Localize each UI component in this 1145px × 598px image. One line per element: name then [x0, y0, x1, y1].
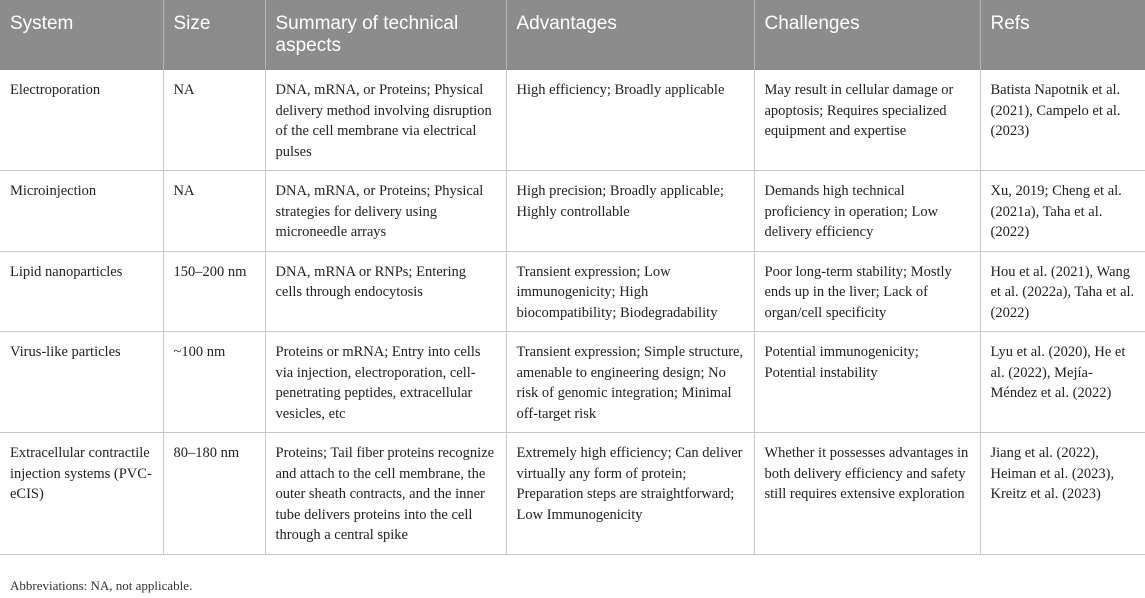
cell-challenges: Poor long-term stability; Mostly ends up in the liver; Lack of organ/cell specificity	[754, 251, 980, 332]
table-header-row	[0, 0, 1145, 70]
header-size: Size	[163, 0, 265, 70]
header-summary: Summary of technical aspects	[265, 0, 506, 70]
header-system: System	[0, 0, 163, 70]
cell-advantages: Transient expression; Simple structure, amenable to engineering design; No risk of genomic integration; Minimal off-target risk	[506, 332, 754, 433]
cell-refs: Jiang et al. (2022), Heiman et al. (2023), Kreitz et al. (2023)	[980, 433, 1145, 555]
cell-advantages: High precision; Broadly applicable; Highly controllable	[506, 171, 754, 252]
cell-advantages: Transient expression; Low immunogenicity; High biocompatibility; Biodegradability	[506, 251, 754, 332]
table-footnote: Abbreviations: NA, not applicable.	[10, 578, 193, 593]
header-advantages: Advantages	[506, 0, 754, 70]
cell-challenges: Potential immunogenicity; Potential instability	[754, 332, 980, 433]
cell-refs: Lyu et al. (2020), He et al. (2022), Mejía-Méndez et al. (2022)	[980, 332, 1145, 433]
cell-size: 80–180 nm	[163, 433, 265, 555]
cell-refs: Hou et al. (2021), Wang et al. (2022a), Taha et al. (2022)	[980, 251, 1145, 332]
header-challenges: Challenges	[754, 0, 980, 70]
cell-size: 150–200 nm	[163, 251, 265, 332]
table-row	[0, 251, 1145, 332]
cell-challenges: Demands high technical proficiency in operation; Low delivery efficiency	[754, 171, 980, 252]
header-refs: Refs	[980, 0, 1145, 70]
cell-advantages: Extremely high efficiency; Can deliver virtually any form of protein; Preparation steps are straightforward; Low Immunogenicity	[506, 433, 754, 555]
cell-advantages: High efficiency; Broadly applicable	[506, 70, 754, 171]
table-row	[0, 70, 1145, 171]
cell-system: Lipid nanoparticles	[0, 251, 163, 332]
cell-system: Electroporation	[0, 70, 163, 171]
table-row	[0, 171, 1145, 252]
cell-summary: DNA, mRNA, or Proteins; Physical delivery method involving disruption of the cell membrane via electrical pulses	[265, 70, 506, 171]
cell-system: Extracellular contractile injection systems (PVC- eCIS)	[0, 433, 163, 555]
table-row	[0, 332, 1145, 433]
cell-size: ~100 nm	[163, 332, 265, 433]
cell-challenges: Whether it possesses advantages in both delivery efficiency and safety still requires extensive exploration	[754, 433, 980, 555]
cell-size: NA	[163, 171, 265, 252]
cell-refs: Xu, 2019; Cheng et al. (2021a), Taha et al. (2022)	[980, 171, 1145, 252]
cell-challenges: May result in cellular damage or apoptosis; Requires specialized equipment and expertise	[754, 70, 980, 171]
cell-summary: DNA, mRNA, or Proteins; Physical strategies for delivery using microneedle arrays	[265, 171, 506, 252]
cell-summary: DNA, mRNA or RNPs; Entering cells through endocytosis	[265, 251, 506, 332]
cell-summary: Proteins or mRNA; Entry into cells via injection, electroporation, cell-penetrating peptides, extracellular vesicles, etc	[265, 332, 506, 433]
cell-size: NA	[163, 70, 265, 171]
cell-system: Microinjection	[0, 171, 163, 252]
cell-refs: Batista Napotnik et al. (2021), Campelo et al. (2023)	[980, 70, 1145, 171]
cell-summary: Proteins; Tail fiber proteins recognize and attach to the cell membrane, the outer sheath contracts, and the inner tube delivers proteins into the cell through a central spike	[265, 433, 506, 555]
table-row	[0, 433, 1145, 555]
cell-system: Virus-like particles	[0, 332, 163, 433]
